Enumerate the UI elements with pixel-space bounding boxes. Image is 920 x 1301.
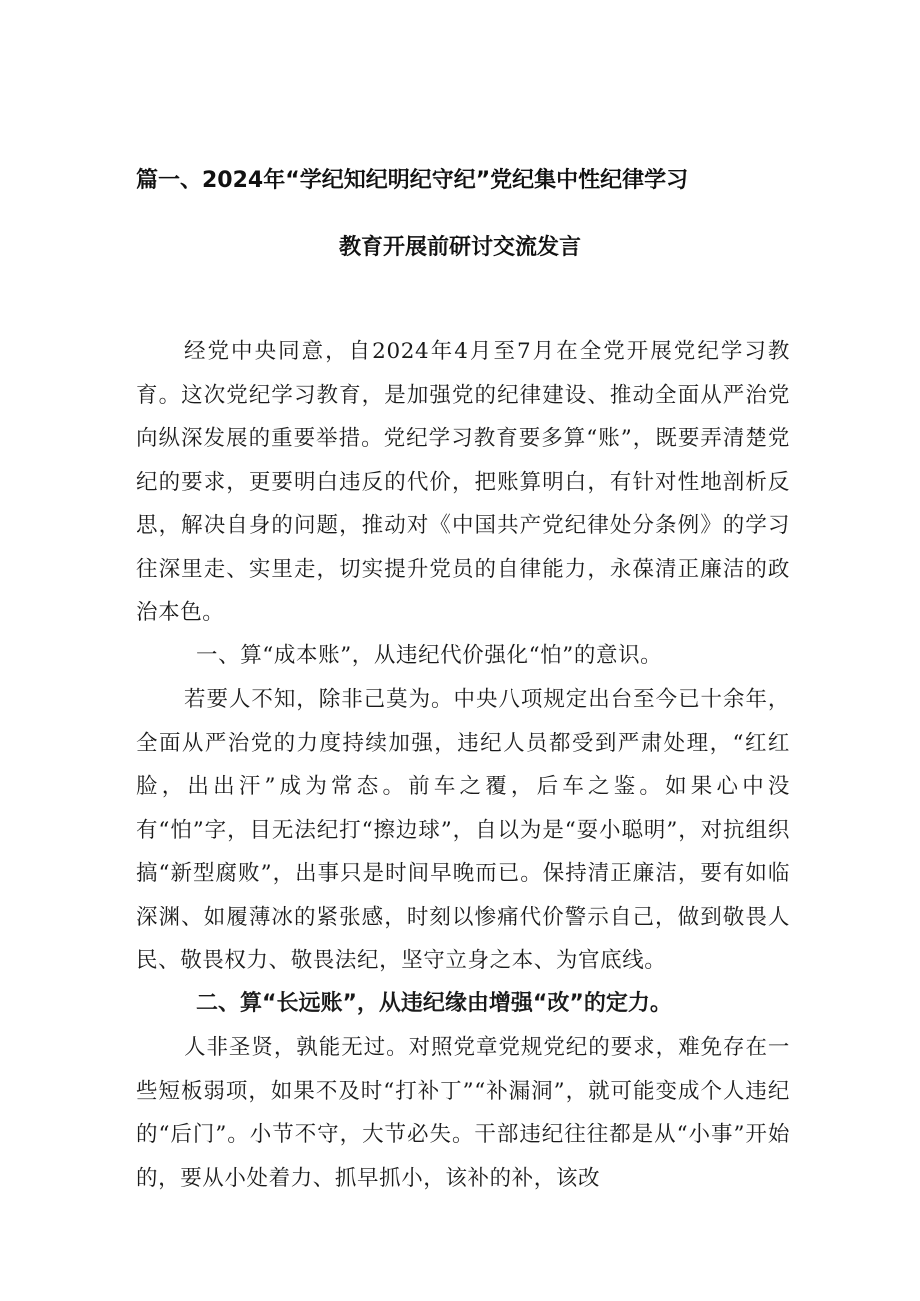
section-heading-1: 一、算“成本账”，从违纪代价强化“怕”的意识。 <box>196 643 663 668</box>
intro-paragraph: 经党中央同意，自2024年4月至7月在全党开展党纪学习教育。这次党纪学习教育，是加强党的纪律建设、推动全面从严治党向纵深发展的重要举措。党纪学习教育要多算“账”，既要弄清楚党纪的要求，更要明白违反的代价，把账算明白，有针对性地剖析反思，解决自身的问题，推动对《中国共产党纪律处分条例》的学习往深里走、实里走，切实提升党员的自律能力，永葆清正廉洁的政治本色。 <box>136 339 790 625</box>
section-1-paragraph: 若要人不知，除非己莫为。中央八项规定出台至今已十余年，全面从严治党的力度持续加强，违纪人员都受到严肃处理，“红红脸，出出汗”成为常态。前车之覆，后车之鉴。如果心中没有“怕”字，目无法纪打“擦边球”，自以为是“耍小聪明”，对抗组织搞“新型腐败”，出事只是时间早晚而已。保持清正廉洁，要有如临深渊、如履薄冰的紧张感，时刻以惨痛代价警示自己，做到敬畏人民、敬畏权力、敬畏法纪，坚守立身之本、为官底线。 <box>136 687 790 973</box>
section-heading-2: 二、算“长远账”，从违纪缘由增强“改”的定力。 <box>196 991 672 1016</box>
document-title-line-1: 篇一、2024年“学纪知纪明纪守纪”党纪集中性纪律学习 <box>136 168 689 193</box>
document-title-line-2: 教育开展前研讨交流发言 <box>338 235 581 260</box>
section-2-paragraph: 人非圣贤，孰能无过。对照党章党规党纪的要求，难免存在一些短板弱项，如果不及时“打补丁”“补漏洞”，就可能变成个人违纪的“后门”。小节不守，大节必失。干部违纪往往都是从“小事”开始的，要从小处着力、抓早抓小，该补的补，该改 <box>136 1035 790 1191</box>
